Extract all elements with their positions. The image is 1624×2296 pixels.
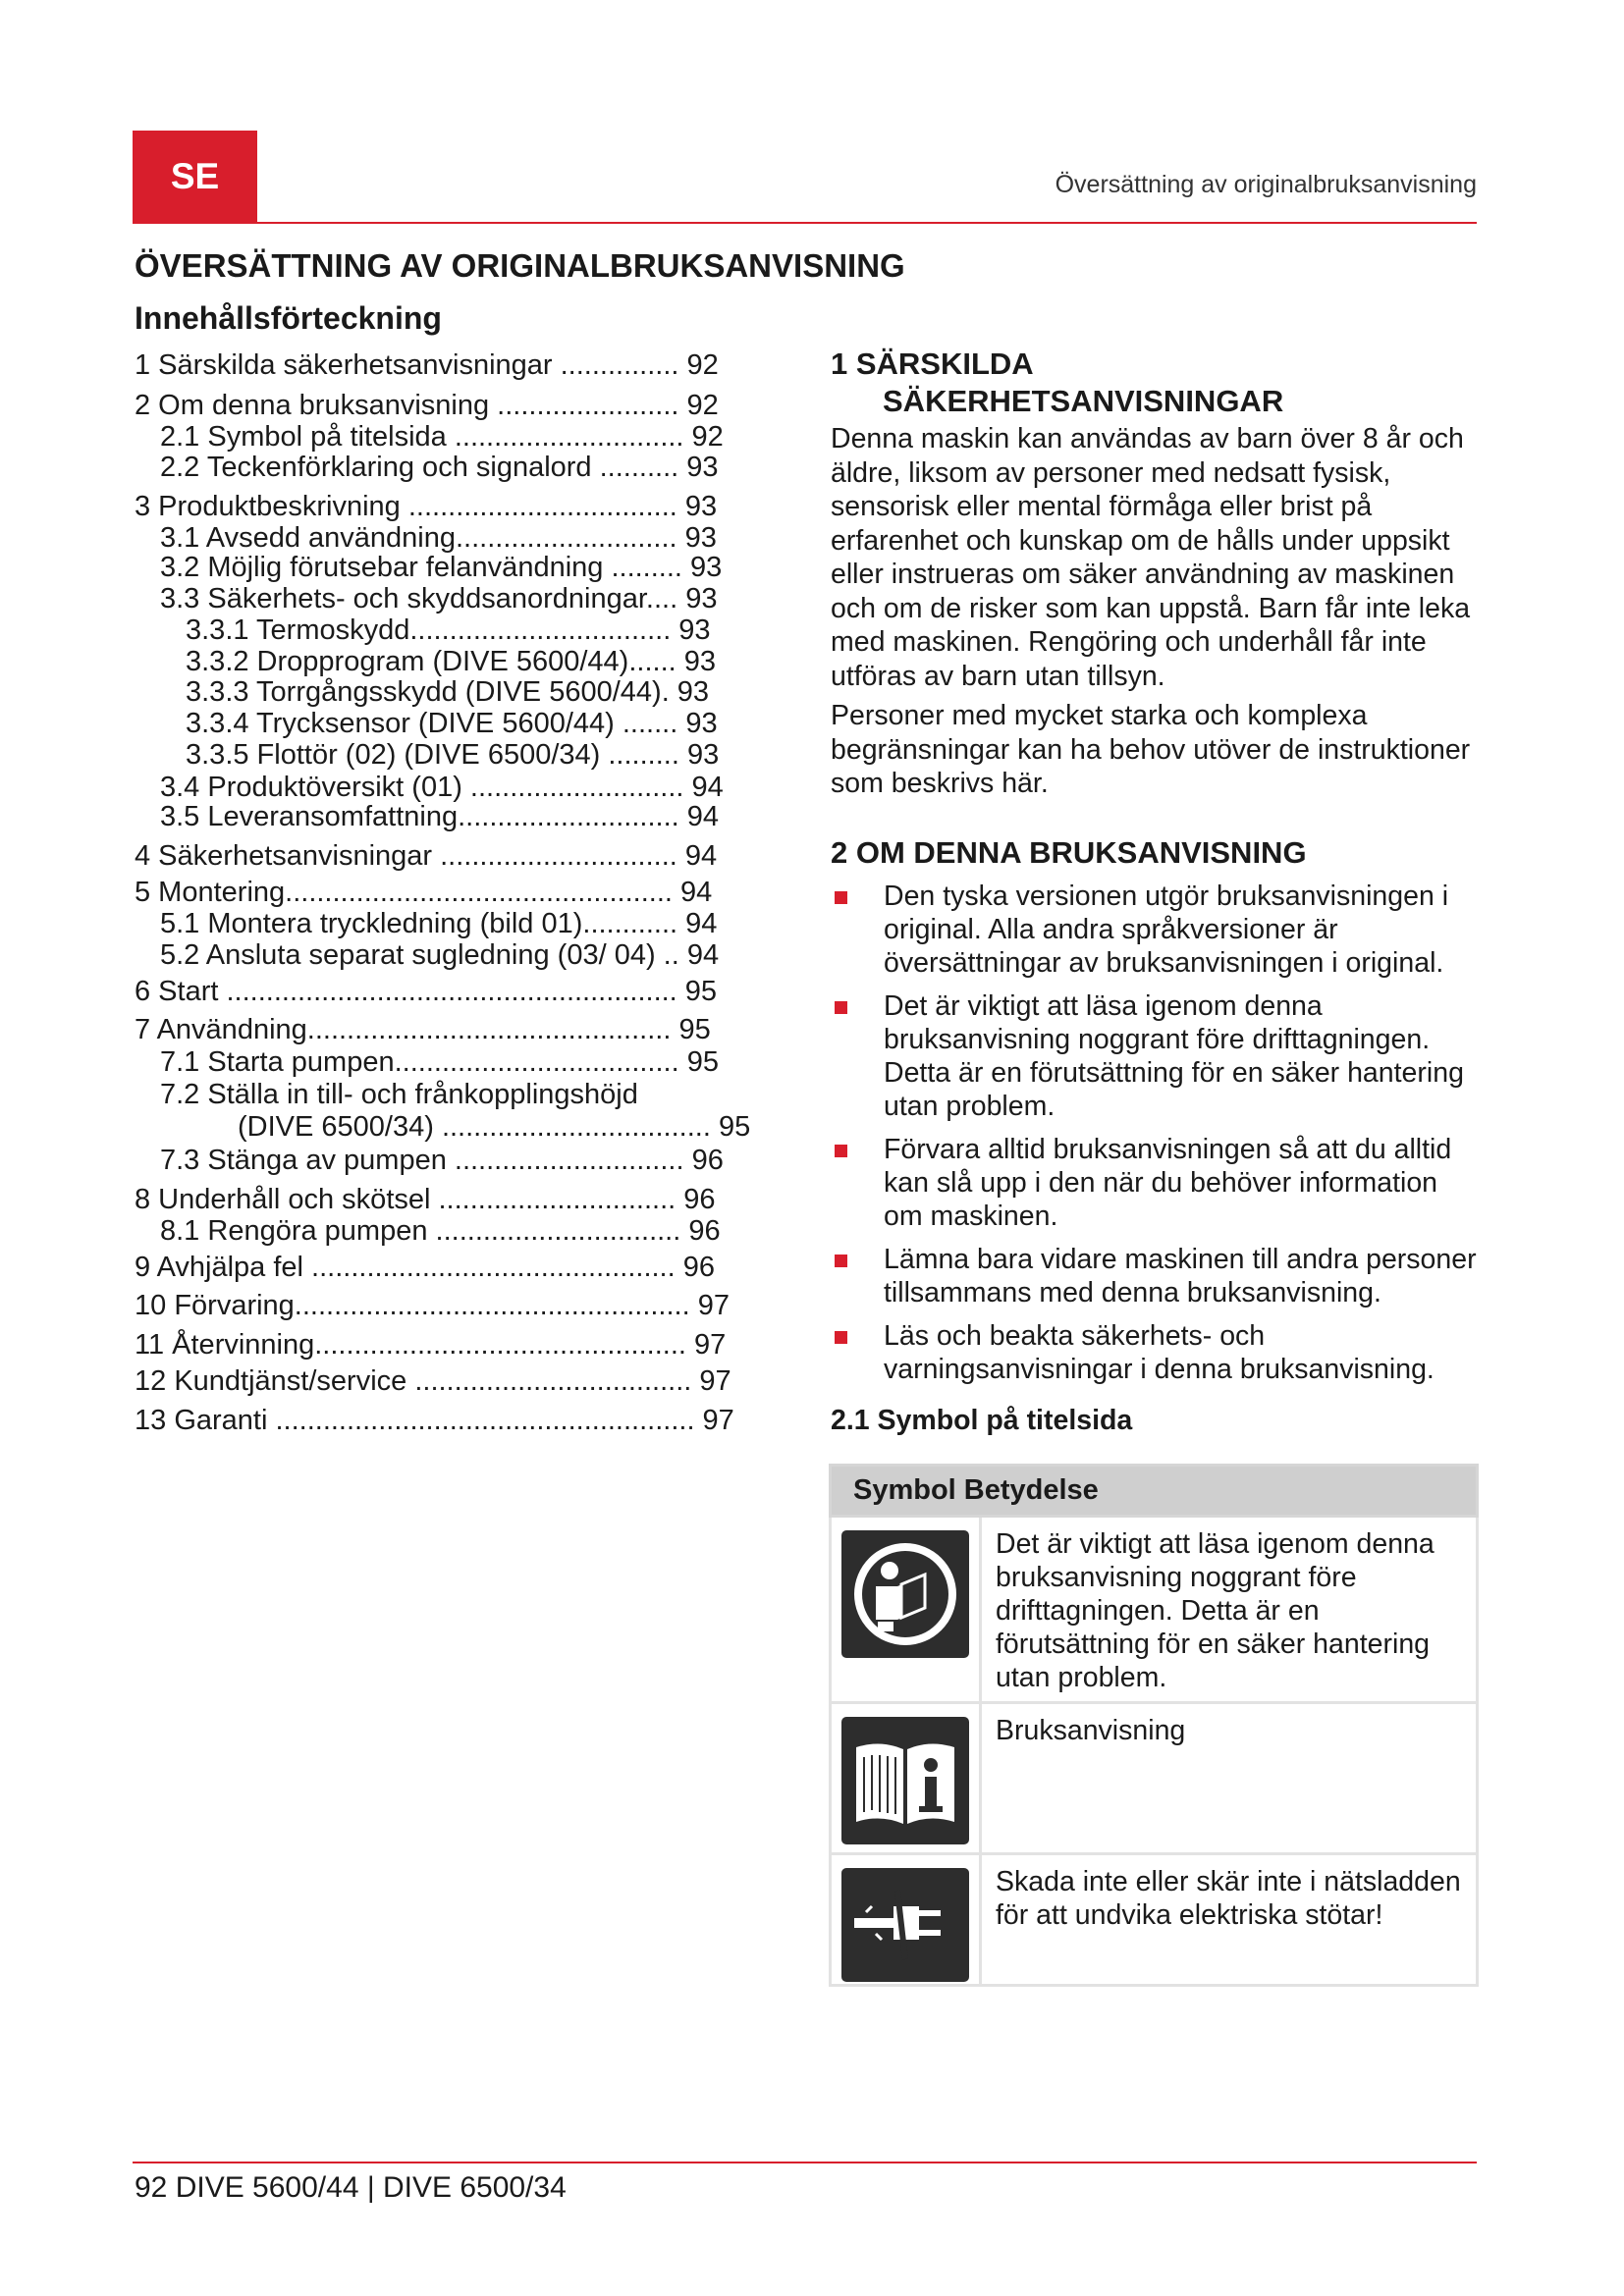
footer-divider [133, 2162, 1477, 2163]
toc-entry[interactable]: 13 Garanti ..................................................... 97 [135, 1405, 734, 1436]
toc-entry[interactable]: 12 Kundtjänst/service ................................... 97 [135, 1365, 731, 1397]
meaning-cell: Skada inte eller skär inte i nätsladden för att undvika elektriska stötar! [981, 1854, 1478, 1986]
toc-entry[interactable]: 7 Användning.............................................. 95 [135, 1014, 711, 1045]
bullet-square-icon [835, 1001, 847, 1014]
list-item [831, 880, 1483, 980]
toc-entry[interactable]: 3.4 Produktöversikt (01) ........................... 94 [160, 772, 724, 803]
table-row [831, 1703, 1478, 1854]
toc-entry[interactable]: 3.3.2 Dropprogram (DIVE 5600/44)...... 93 [186, 646, 716, 677]
toc-entry[interactable]: 2.1 Symbol på titelsida ............................. 92 [160, 421, 724, 453]
section-1-heading-line1: 1 SÄRSKILDA [831, 347, 1034, 381]
section-1-paragraph: Personer med mycket starka och komplexa begränsningar kan ha behov utöver de instruktioner som beskrivs här. [831, 700, 1471, 799]
toc-entry[interactable]: 3.3 Säkerhets- och skyddsanordningar.... 93 [160, 583, 718, 614]
toc-entry[interactable]: 8 Underhåll och skötsel .............................. 96 [135, 1184, 716, 1215]
toc-entry[interactable]: 9 Avhjälpa fel .............................................. 96 [135, 1252, 715, 1283]
toc-entry[interactable]: 5 Montering................................................. 94 [135, 877, 713, 908]
toc-entry[interactable]: 3.3.5 Flottör (02) (DIVE 6500/34) ......... 93 [186, 739, 720, 771]
meaning-cell: Bruksanvisning [981, 1703, 1478, 1854]
list-item-text: Den tyska versionen utgör bruksanvisningen i original. Alla andra språkversioner är översättningar av bruksanvisningen i original. [884, 880, 1449, 979]
list-item-text: Läs och beakta säkerhets- och varningsanvisningar i denna bruksanvisning. [884, 1319, 1435, 1385]
toc-entry[interactable]: 3 Produktbeskrivning .................................. 93 [135, 491, 718, 522]
symbol-cell [831, 1854, 981, 1986]
toc-entry[interactable]: 3.1 Avsedd användning............................ 93 [160, 522, 717, 554]
list-item-text: Lämna bara vidare maskinen till andra personer tillsammans med denna bruksanvisning. [884, 1243, 1477, 1308]
toc-entry[interactable]: 3.3.4 Trycksensor (DIVE 5600/44) ....... 93 [186, 708, 718, 739]
toc-entry[interactable]: 7.3 Stänga av pumpen ............................. 96 [160, 1145, 724, 1176]
page-title: ÖVERSÄTTNING AV ORIGINALBRUKSANVISNING [135, 247, 905, 284]
section-2-heading: 2 OM DENNA BRUKSANVISNING [831, 834, 1307, 870]
toc-entry[interactable]: 4 Säkerhetsanvisningar .............................. 94 [135, 840, 718, 872]
section-2-bullet-list [831, 880, 1483, 1386]
toc-entry[interactable]: 2 Om denna bruksanvisning ....................... 92 [135, 390, 719, 421]
read-manual-icon [841, 1530, 969, 1658]
toc-entry[interactable]: 3.3.1 Termoskydd................................. 93 [186, 614, 711, 646]
section-1-heading [831, 346, 1483, 420]
symbol-cell [831, 1703, 981, 1854]
section-1-paragraph: Denna maskin kan användas av barn över 8 år och äldre, liksom av personer med nedsatt fysisk, sensorisk eller mental förmåga eller brist på erfarenhet och kunskap om de hålls under uppsikt eller instrueras om säker användning av maskinen och om de risker som kan uppstå. Barn får inte leka med maskinen. Rengöring och underhåll får inte utföras av barn utan tillsyn. [831, 423, 1471, 692]
bullet-square-icon [835, 1331, 847, 1344]
meaning-cell: Det är viktigt att läsa igenom denna bruksanvisning noggrant före drifttagningen. Detta är en förutsättning för en säker hantering utan problem. [981, 1517, 1478, 1703]
table-row [831, 1517, 1478, 1703]
bullet-square-icon [835, 1145, 847, 1157]
header-title: Översättning av originalbruksanvisning [1055, 171, 1477, 198]
list-item [831, 1243, 1483, 1309]
toc-entry[interactable]: 5.2 Ansluta separat sugledning (03/ 04) .. 94 [160, 939, 720, 971]
right-column [831, 346, 1483, 1437]
toc-entry[interactable]: 10 Förvaring.................................................. 97 [135, 1290, 730, 1321]
section-2-1-heading: 2.1 Symbol på titelsida [831, 1404, 1133, 1436]
list-item-text: Det är viktigt att läsa igenom denna bruksanvisning noggrant före drifttagningen. Detta är en förutsättning för en säker hantering utan problem. [884, 989, 1464, 1122]
symbol-cell [831, 1517, 981, 1703]
table-row [831, 1854, 1478, 1986]
section-1-heading-line2: SÄKERHETSANVISNINGAR [883, 384, 1284, 418]
symbol-table [829, 1464, 1479, 1987]
table-header: Symbol Betydelse [831, 1466, 1478, 1517]
toc-entry[interactable]: 3.2 Möjlig förutsebar felanvändning ......... 93 [160, 552, 723, 583]
toc-entry[interactable]: 6 Start ......................................................... 95 [135, 976, 718, 1007]
toc-entry[interactable]: 11 Återvinning............................................... 97 [135, 1329, 727, 1361]
toc-entry[interactable]: 3.5 Leveransomfattning............................ 94 [160, 801, 719, 832]
list-item [831, 1319, 1483, 1386]
toc-entry[interactable]: 1 Särskilda säkerhetsanvisningar ............... 92 [135, 349, 719, 381]
toc-entry[interactable]: 2.2 Teckenförklaring och signalord .......... 93 [160, 452, 719, 483]
toc-entry[interactable]: 3.3.3 Torrgångsskydd (DIVE 5600/44). 93 [186, 676, 710, 708]
toc-entry-continuation[interactable]: (DIVE 6500/34) .................................. 95 [238, 1111, 751, 1143]
toc-entry[interactable]: 8.1 Rengöra pumpen ............................... 96 [160, 1215, 721, 1247]
toc-entry[interactable]: 7.1 Starta pumpen.................................... 95 [160, 1046, 719, 1078]
bullet-square-icon [835, 891, 847, 904]
toc-entry[interactable]: 5.1 Montera tryckledning (bild 01)............ 94 [160, 908, 718, 939]
list-item [831, 989, 1483, 1123]
footer-page-info: 92 DIVE 5600/44 | DIVE 6500/34 [135, 2171, 567, 2204]
table-header-row [831, 1466, 1478, 1517]
cut-cable-warning-icon [841, 1868, 969, 1982]
header-divider [133, 222, 1477, 224]
list-item [831, 1133, 1483, 1233]
bullet-square-icon [835, 1255, 847, 1267]
toc-entry[interactable]: 7.2 Ställa in till- och frånkopplingshöjd [160, 1079, 638, 1110]
manual-info-icon [841, 1717, 969, 1844]
language-badge: SE [133, 131, 257, 223]
list-item-text: Förvara alltid bruksanvisningen så att du alltid kan slå upp i den när du behöver information om maskinen. [884, 1133, 1452, 1232]
toc-heading: Innehållsförteckning [135, 300, 442, 336]
